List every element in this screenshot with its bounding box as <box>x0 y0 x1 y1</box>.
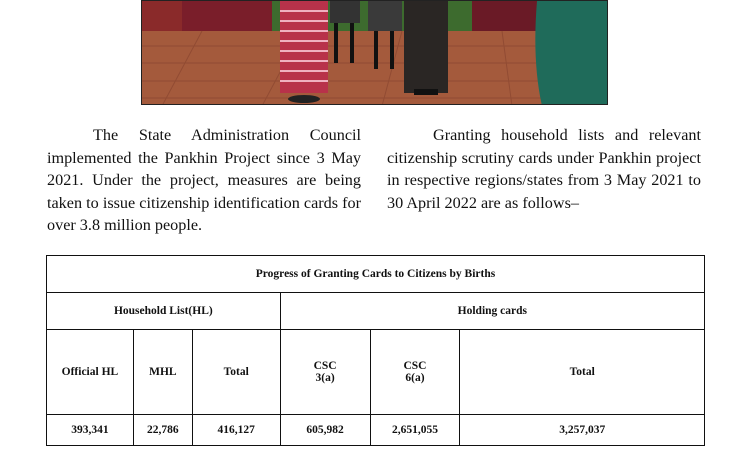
group-holding-cards: Holding cards <box>280 293 704 330</box>
value-cards-total: 3,257,037 <box>460 415 705 446</box>
group-household-list: Household List(HL) <box>47 293 281 330</box>
header-hl-total: Total <box>192 330 280 415</box>
table-title: Progress of Granting Cards to Citizens by Births <box>47 256 705 293</box>
value-csc-3a: 605,982 <box>280 415 370 446</box>
ceremony-photo <box>141 0 608 105</box>
header-cards-total: Total <box>460 330 705 415</box>
value-mhl: 22,786 <box>133 415 192 446</box>
header-csc-6a <box>370 330 460 415</box>
photo-illustration <box>142 1 608 105</box>
header-csc-3a <box>280 330 370 415</box>
value-csc-6a: 2,651,055 <box>370 415 460 446</box>
header-mhl: MHL <box>133 330 192 415</box>
value-official-hl: 393,341 <box>47 415 134 446</box>
header-csc-3a-line1: CSC <box>313 360 337 372</box>
value-hl-total: 416,127 <box>192 415 280 446</box>
citizenship-cards-table <box>46 255 705 446</box>
paragraph-right: Granting household lists and relevant citizenship scrutiny cards under Pankhin project in respective regions/states from 3 May 2021 to 30 April 2022 are as follows– <box>387 126 701 212</box>
paragraph-left: The State Administration Council implemented the Pankhin Project since 3 May 2021. Under the project, measures are being taken to issue citizenship identification cards for over 3.8 million people. <box>47 126 361 234</box>
header-csc-3a-line2: 3(a) <box>315 372 335 384</box>
header-csc-6a-line2: 6(a) <box>405 372 425 384</box>
header-official-hl: Official HL <box>47 330 134 415</box>
header-csc-6a-line1: CSC <box>403 360 427 372</box>
